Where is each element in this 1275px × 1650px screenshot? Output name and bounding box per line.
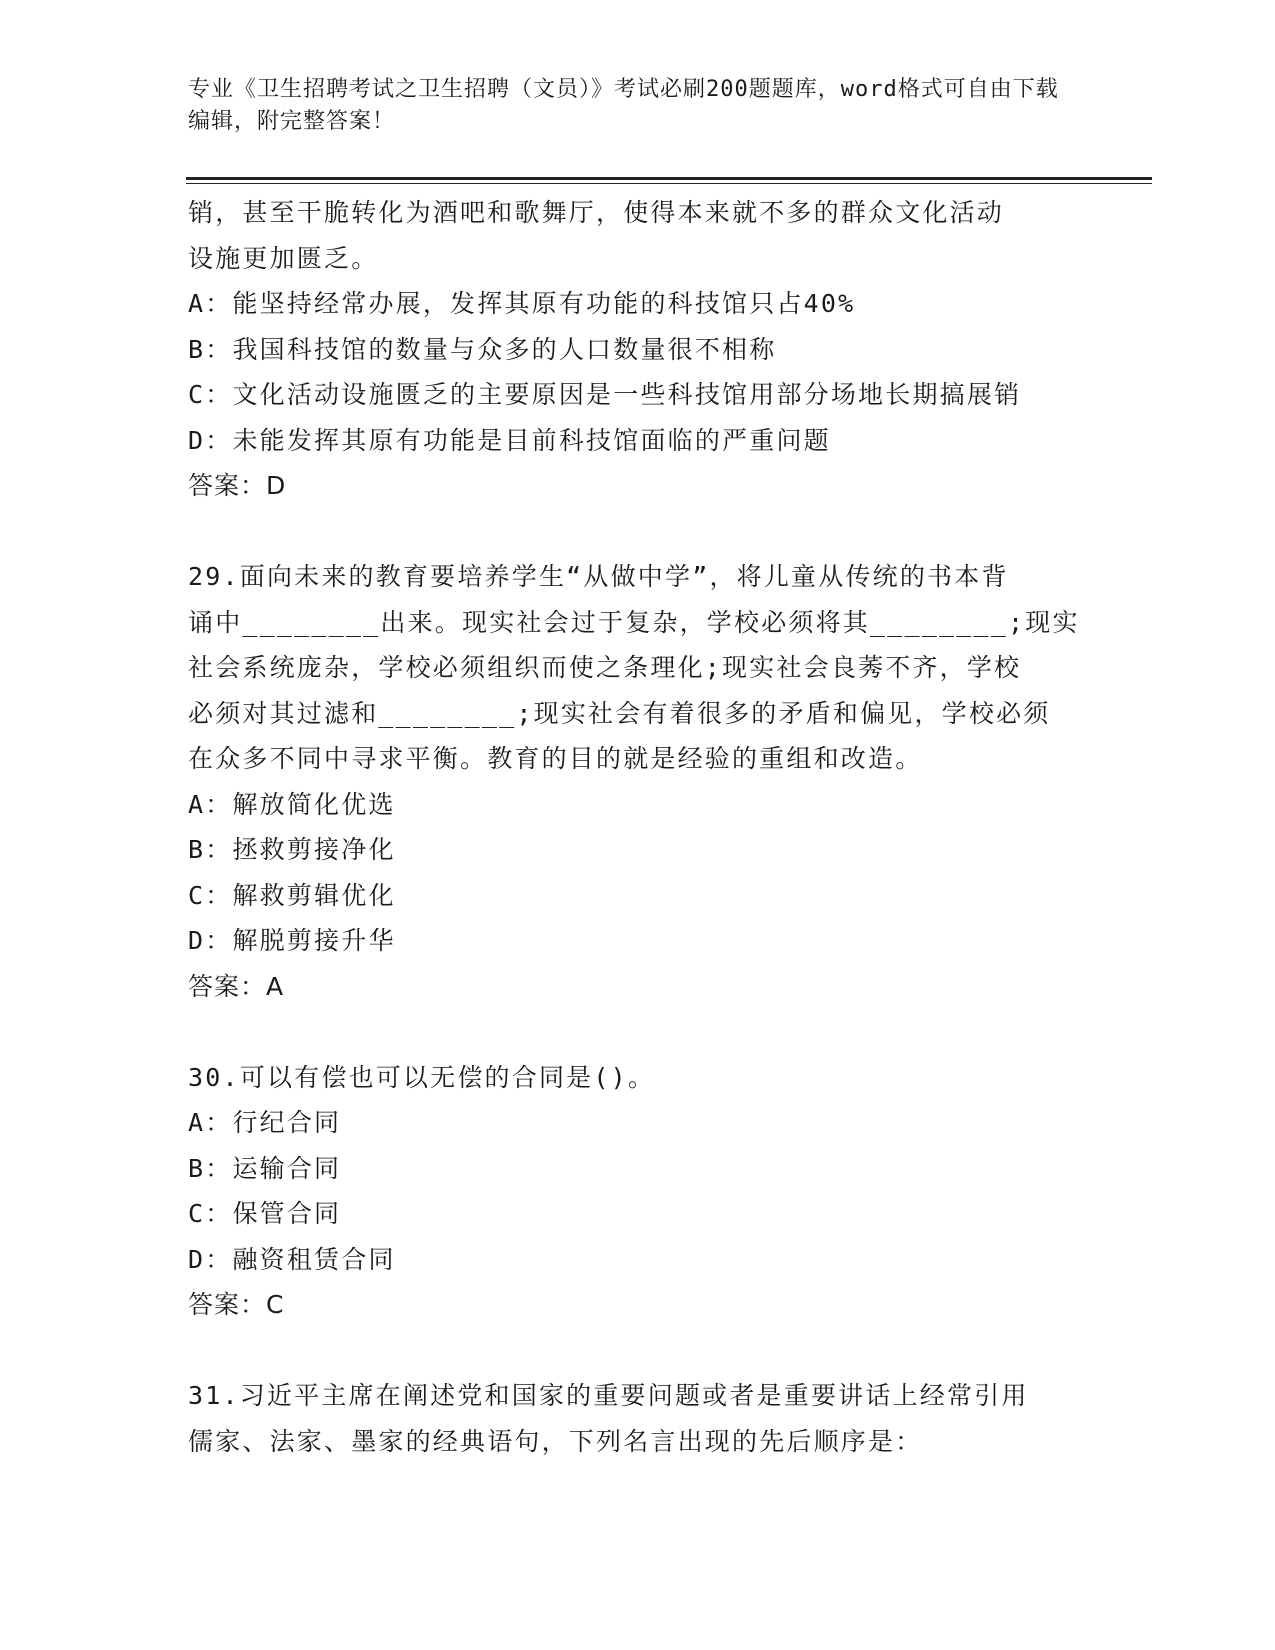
option-c: C：文化活动设施匮乏的主要原因是一些科技馆用部分场地长期搞展销 (188, 380, 1022, 409)
option-b: B：我国科技馆的数量与众多的人口数量很不相称 (188, 334, 777, 364)
option-a: A：行纪合同 (188, 1108, 342, 1137)
question-text-line: 29.面向未来的教育要培养学生“从做中学”，将儿童从传统的书本背 (188, 562, 1009, 591)
page-header: 专业《卫生招聘考试之卫生招聘（文员）》考试必刷200题题库，word格式可自由下载编辑，附完整答案！ (188, 77, 1059, 134)
question-text-line: 诵中________出来。现实社会过于复杂，学校必须将其________;现实 (188, 607, 1080, 637)
spacer (188, 1328, 1088, 1374)
question-text-line: 30.可以有偿也可以无偿的合同是()。 (188, 1062, 656, 1092)
question-text-line: 销，甚至干脆转化为酒吧和歌舞厅，使得本来就不多的群众文化活动 (188, 198, 1005, 227)
question-text-line: 设施更加匮乏。 (188, 243, 379, 273)
question-text-line: 儒家、法家、墨家的经典语句，下列名言出现的先后顺序是： (188, 1426, 923, 1456)
header-divider-thick (186, 177, 1152, 180)
question-31 (188, 1373, 1088, 1464)
option-c: C：解救剪辑优化 (188, 880, 396, 910)
spacer (188, 509, 1088, 555)
answer-line: 答案：C (188, 1290, 285, 1319)
option-c: C：保管合同 (188, 1199, 342, 1228)
header-divider-thin (186, 183, 1152, 184)
spacer (188, 1009, 1088, 1055)
question-text-line: 在众多不同中寻求平衡。教育的目的就是经验的重组和改造。 (188, 744, 923, 773)
option-b: B：运输合同 (188, 1153, 342, 1183)
answer-line: 答案：A (188, 971, 285, 1001)
question-29 (188, 554, 1088, 1009)
option-b: B：拯救剪接净化 (188, 835, 396, 864)
question-continuation (188, 190, 1088, 509)
question-30 (188, 1055, 1088, 1328)
option-d: D：解脱剪接升华 (188, 926, 396, 955)
option-d: D：未能发挥其原有功能是目前科技馆面临的严重问题 (188, 425, 831, 455)
option-d: D：融资租赁合同 (188, 1244, 396, 1274)
option-a: A：解放简化优选 (188, 789, 396, 819)
question-text-line: 31.习近平主席在阐述党和国家的重要问题或者是重要讲话上经常引用 (188, 1381, 1029, 1410)
option-a: A：能坚持经常办展，发挥其原有功能的科技馆只占40% (188, 289, 856, 318)
question-text-line: 社会系统庞杂，学校必须组织而使之条理化;现实社会良莠不齐，学校 (188, 653, 1022, 682)
document-body (188, 190, 1088, 1464)
question-text-line: 必须对其过滤和________;现实社会有着很多的矛盾和偏见，学校必须 (188, 698, 1051, 728)
answer-line: 答案：D (188, 471, 287, 500)
